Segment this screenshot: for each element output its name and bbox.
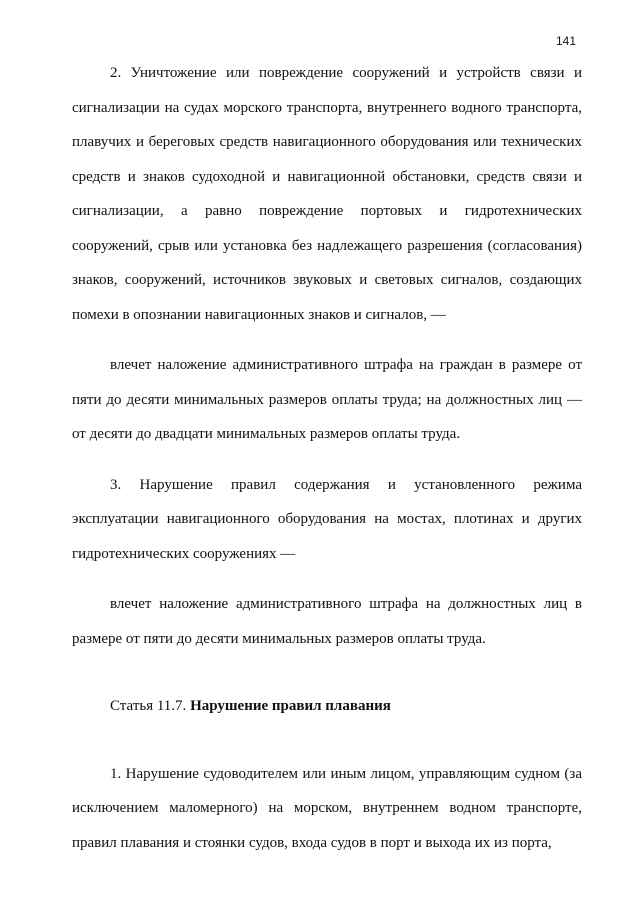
document-body	[72, 56, 582, 860]
paragraph-part-2: 2. Уничтожение или повреждение сооружений и устройств связи и сигнализации на судах морского транспорта, внутреннего водного транспорта, плавучих и береговых средств навигационного оборудования или технических средств и знаков судоходной и навигационной обстановки, средств связи и сигнализации, а равно повреждение портовых и гидротехнических сооружений, срыв или установка без надлежащего разрешения (согласования) знаков, сооружений, источников звуковых и световых сигналов, создающих помехи в опознании навигационных знаков и сигналов, —	[72, 65, 582, 323]
paragraph-penalty-3: влечет наложение административного штрафа на должностных лиц в размере от пяти до десяти минимальных размеров оплаты труда.	[72, 596, 582, 647]
article-paragraph-1: 1. Нарушение судоводителем или иным лицом, управляющим судном (за исключением маломерного) на морском, внутреннем водном транспорте, правил плавания и стоянки судов, входа судов в порт и выхода их из порта,	[72, 765, 582, 851]
paragraph-penalty-2: влечет наложение административного штрафа на граждан в размере от пяти до десяти минимальных размеров оплаты труда; на должностных лиц — от десяти до двадцати минимальных размеров оплаты труда.	[72, 357, 582, 442]
paragraph-part-3: 3. Нарушение правил содержания и установленного режима эксплуатации навигационного оборудования на мостах, плотинах и других гидротехнических сооружениях —	[72, 476, 582, 562]
page-number: 141	[555, 34, 576, 48]
article-heading	[72, 689, 582, 724]
article-title: Нарушение правил плавания	[190, 698, 391, 714]
article-number: Статья 11.7.	[110, 698, 187, 714]
